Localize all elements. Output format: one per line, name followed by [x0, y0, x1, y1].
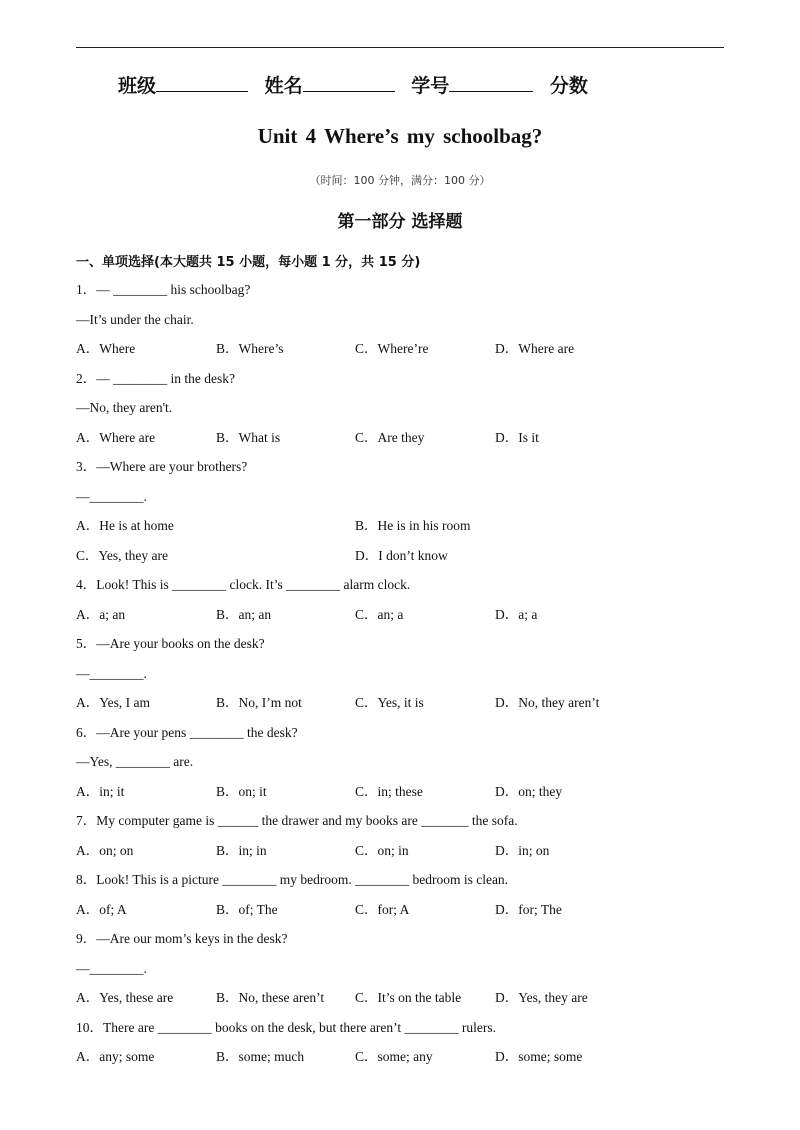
question-list: [76, 282, 736, 1079]
options-row: [76, 990, 736, 1020]
options-row: [76, 341, 736, 371]
question-10: [76, 1020, 736, 1079]
option-c[interactable]: C．in; these: [355, 783, 423, 799]
options-row: [76, 695, 736, 725]
option-a[interactable]: A．Where: [76, 341, 136, 356]
options-row: [76, 430, 736, 460]
question-stem: 6．—Are your pens ________ the desk?: [76, 724, 298, 740]
question-stem: 4．Look! This is ________ clock. It’s ________ alarm clock.: [76, 577, 411, 592]
question-response: —Yes, ________ are.: [76, 754, 194, 769]
option-a[interactable]: A．Yes, I am: [76, 695, 151, 710]
question-9: [76, 931, 736, 1020]
option-d[interactable]: D．No, they aren’t: [495, 695, 600, 710]
option-a[interactable]: A．a; an: [76, 606, 126, 622]
option-b[interactable]: B．of; The: [216, 901, 278, 917]
option-d[interactable]: D．Is it: [495, 429, 539, 445]
option-b[interactable]: B．What is: [216, 429, 281, 445]
option-c[interactable]: C．some; any: [355, 1049, 433, 1064]
option-c[interactable]: C．an; a: [355, 606, 404, 622]
option-b[interactable]: B．No, I’m not: [216, 695, 302, 710]
option-a[interactable]: A．on; on: [76, 842, 134, 858]
option-b[interactable]: B．Where’s: [216, 341, 284, 356]
question-response: —________.: [76, 488, 147, 504]
option-c[interactable]: C．Are they: [355, 429, 425, 445]
question-stem: 8．Look! This is a picture ________ my bedroom. ________ bedroom is clean.: [76, 872, 509, 887]
question-3: [76, 459, 736, 577]
option-a[interactable]: A．any; some: [76, 1049, 155, 1064]
question-stem: 1．— ________ his schoolbag?: [76, 282, 251, 297]
question-response: —________.: [76, 960, 147, 976]
question-2: [76, 371, 736, 460]
question-stem: 10．There are ________ books on the desk, but there aren’t ________ rulers.: [76, 1019, 497, 1035]
option-a[interactable]: A．in; it: [76, 783, 125, 799]
question-response: —It’s under the chair.: [76, 311, 194, 327]
option-d[interactable]: D．on; they: [495, 783, 563, 799]
option-c[interactable]: C．Yes, they are: [76, 547, 168, 563]
question-8: [76, 872, 736, 931]
part-title: 第一部分 选择题: [337, 212, 463, 232]
option-b[interactable]: B．No, these aren’t: [216, 990, 325, 1005]
options-row: [76, 843, 736, 873]
id-blank[interactable]: [449, 73, 533, 92]
name-blank[interactable]: [303, 73, 395, 92]
option-d[interactable]: D．Yes, they are: [495, 990, 588, 1005]
class-blank[interactable]: [156, 73, 248, 92]
name-label: 姓名: [264, 75, 303, 97]
question-stem: 5．—Are your books on the desk?: [76, 636, 265, 651]
option-c[interactable]: C．It’s on the table: [355, 990, 462, 1005]
question-4: [76, 577, 736, 636]
option-a[interactable]: A．Where are: [76, 429, 156, 445]
question-stem: 7．My computer game is ______ the drawer and my books are _______ the sofa.: [76, 813, 518, 828]
option-d[interactable]: D．a; a: [495, 606, 538, 622]
option-d[interactable]: D．some; some: [495, 1049, 583, 1064]
options-row: [76, 784, 736, 814]
class-label: 班级: [118, 75, 157, 97]
option-d[interactable]: D．in; on: [495, 842, 550, 858]
options-row: [76, 902, 736, 932]
option-a[interactable]: A．He is at home: [76, 518, 174, 533]
id-label: 学号: [411, 75, 450, 97]
question-stem: 2．— ________ in the desk?: [76, 370, 235, 386]
options-row: [76, 548, 736, 578]
option-d[interactable]: D．for; The: [495, 901, 562, 917]
question-6: [76, 725, 736, 814]
section-title: 一、单项选择(本大题共 15 小题，每小题 1 分，共 15 分): [76, 255, 421, 270]
question-7: [76, 813, 736, 872]
question-stem: 9．—Are our mom’s keys in the desk?: [76, 931, 288, 946]
question-response: —________.: [76, 665, 147, 681]
option-d[interactable]: D．I don’t know: [355, 547, 448, 563]
header-rule: [76, 47, 724, 48]
option-b[interactable]: B．He is in his room: [355, 518, 471, 533]
option-c[interactable]: C．Yes, it is: [355, 695, 424, 710]
option-b[interactable]: B．on; it: [216, 783, 267, 799]
option-a[interactable]: A．of; A: [76, 901, 127, 917]
options-row: [76, 607, 736, 637]
option-c[interactable]: C．for; A: [355, 901, 410, 917]
question-1: [76, 282, 736, 371]
question-stem: 3．—Where are your brothers?: [76, 459, 248, 474]
option-c[interactable]: C．Where’re: [355, 341, 429, 356]
question-5: [76, 636, 736, 725]
options-row: [76, 518, 736, 548]
option-a[interactable]: A．Yes, these are: [76, 990, 174, 1005]
option-b[interactable]: B．some; much: [216, 1049, 305, 1064]
option-b[interactable]: B．an; an: [216, 606, 272, 622]
option-d[interactable]: D．Where are: [495, 341, 575, 356]
student-info-row: [118, 71, 588, 98]
question-response: —No, they aren't.: [76, 400, 173, 415]
options-row: [76, 1049, 736, 1079]
option-c[interactable]: C．on; in: [355, 842, 409, 858]
exam-time-note: （时间：100 分钟，满分：100 分）: [309, 174, 491, 187]
page-title: Unit 4 Where’s my schoolbag?: [257, 124, 543, 148]
option-b[interactable]: B．in; in: [216, 842, 267, 858]
score-label: 分数: [549, 75, 588, 97]
